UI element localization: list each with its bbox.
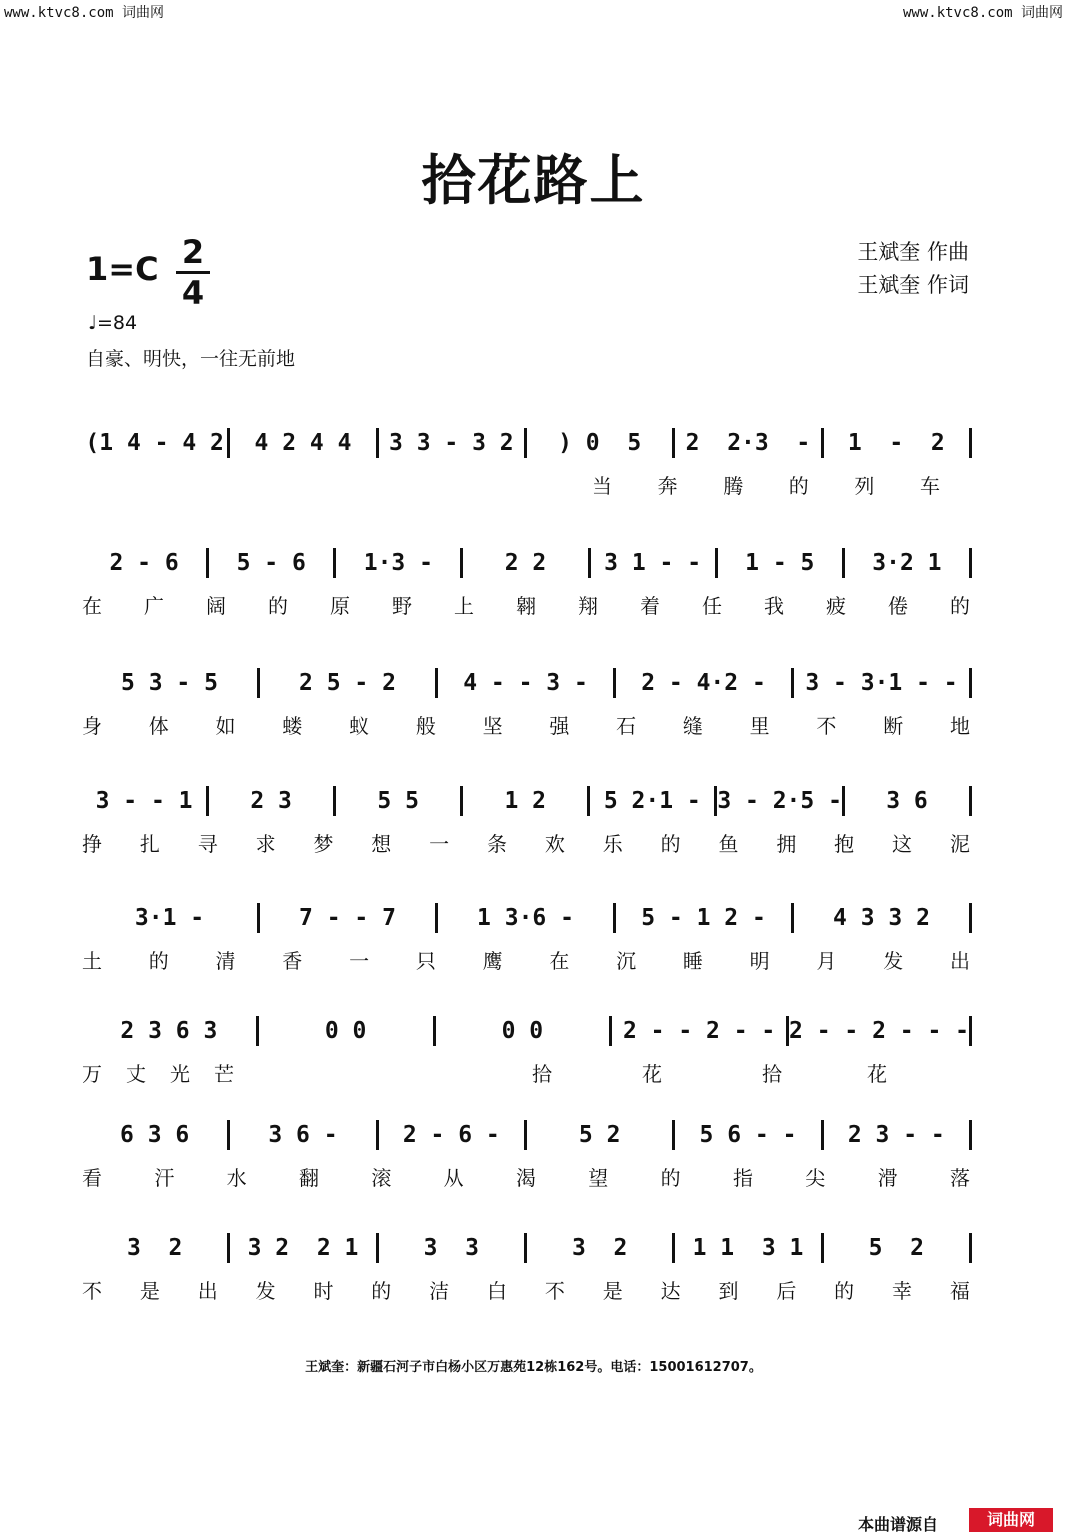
measure: 0 0 <box>324 1018 367 1044</box>
measure: 1 3·6 - <box>477 905 574 931</box>
lyric-syllable: 达 <box>660 1279 683 1303</box>
lyric-syllable: 花 <box>642 1062 664 1086</box>
lyric-syllable: 发 <box>883 949 906 973</box>
notes-line <box>82 1008 972 1054</box>
lyric-syllable: 广 <box>144 594 166 618</box>
lyric-syllable: 挣 <box>82 832 104 856</box>
lyric-syllable: 尖 <box>805 1166 828 1190</box>
lyric-syllable: 在 <box>82 594 104 618</box>
measure: 3 6 - <box>268 1122 338 1148</box>
measure: 3 2 <box>571 1235 628 1261</box>
measure: 0 0 <box>501 1018 544 1044</box>
lyric-syllable: 鱼 <box>718 832 741 856</box>
measure: 2 - - 2 - - - <box>789 1018 970 1044</box>
lyric-syllable: 滚 <box>371 1166 394 1190</box>
lyric-syllable: 的 <box>834 1279 857 1303</box>
lyric-syllable: 强 <box>549 714 572 738</box>
lyric-syllable: 的 <box>950 594 972 618</box>
lyric-syllable: 原 <box>330 594 352 618</box>
lyric-syllable: 我 <box>764 594 786 618</box>
measure: 1 2 <box>504 788 546 814</box>
header-left: www.ktvc8.com 词曲网 <box>4 5 165 21</box>
measure: 3·1 - <box>134 905 205 931</box>
lyric-syllable: 福 <box>949 1279 972 1303</box>
lyric-syllable: 想 <box>371 832 394 856</box>
lyric-syllable: 倦 <box>888 594 910 618</box>
lyric-syllable: 泥 <box>949 832 972 856</box>
lyrics-line <box>82 828 972 857</box>
lyric-syllable: 条 <box>487 832 510 856</box>
lyric-syllable: 的 <box>268 594 290 618</box>
measure: 6 3 6 <box>120 1122 190 1148</box>
measure: 3·2 1 <box>872 550 942 576</box>
barline <box>969 903 972 933</box>
lyric-syllable: 蚁 <box>349 714 372 738</box>
lyric-syllable: 断 <box>883 714 906 738</box>
measure: 2 2 <box>504 550 547 576</box>
barline <box>969 428 972 458</box>
lyrics-line <box>82 945 972 974</box>
barline <box>969 668 972 698</box>
lyric-syllable: 拥 <box>776 832 799 856</box>
measure: 3 3 - 3 2 <box>389 430 514 456</box>
lyric-syllable: 蝼 <box>282 714 305 738</box>
lyric-syllable: 腾 <box>723 474 746 498</box>
lyric-syllable: 般 <box>415 714 438 738</box>
barline <box>969 786 972 816</box>
lyric-syllable: 时 <box>313 1279 336 1303</box>
measure: 2 5 - 2 <box>299 670 396 696</box>
lyric-syllable: 的 <box>788 474 811 498</box>
measure: 3 1 - - <box>604 550 702 576</box>
notes-line <box>82 540 972 586</box>
lyric-syllable: 丈 <box>126 1062 148 1086</box>
measure: 5 2 <box>868 1235 924 1261</box>
notes-line <box>82 895 972 941</box>
lyric-syllable: 的 <box>148 949 171 973</box>
lyric-syllable: 坚 <box>482 714 505 738</box>
lyric-syllable: 里 <box>749 714 772 738</box>
lyric-syllable: 滑 <box>877 1166 900 1190</box>
lyric-syllable: 拾 <box>762 1062 784 1086</box>
lyric-syllable: 乐 <box>602 832 625 856</box>
measure: 2 - - 2 - - <box>622 1018 776 1044</box>
lyric-syllable: 落 <box>949 1166 972 1190</box>
lyric-syllable: 后 <box>776 1279 799 1303</box>
page-title: 拾花路上 <box>421 149 646 212</box>
time-signature-bottom: 4 <box>181 274 205 312</box>
lyric-syllable: 求 <box>255 832 278 856</box>
measure: 2 3 6 3 <box>120 1018 218 1044</box>
lyric-syllable: 白 <box>487 1279 510 1303</box>
lyrics-line <box>82 590 972 619</box>
notes-line <box>82 1112 972 1158</box>
lyric-syllable: 缝 <box>682 714 705 738</box>
measure: 3 - 2·5 - <box>717 788 842 814</box>
measure: 7 - - 7 <box>299 905 396 931</box>
measure: 1 - 5 <box>745 550 815 576</box>
measure: 2 - 6 <box>109 550 179 576</box>
lyric-syllable: 石 <box>616 714 639 738</box>
lyric-syllable: 明 <box>749 949 772 973</box>
lyric-syllable: 一 <box>429 832 452 856</box>
lyric-syllable: 从 <box>443 1166 466 1190</box>
measure: 5 - 1 2 - <box>641 905 766 931</box>
measure: 5 5 <box>377 788 419 814</box>
measure: 5 - 6 <box>236 550 306 576</box>
measure: 3 3 <box>423 1235 480 1261</box>
lyric-syllable: 欢 <box>544 832 567 856</box>
barline <box>969 548 972 578</box>
lyric-syllable: 出 <box>949 949 972 973</box>
measure: 5 2·1 - <box>603 788 701 814</box>
measure: 2 3 - - <box>847 1122 945 1148</box>
measure: 3 6 <box>886 788 928 814</box>
measure: 3 - - 1 <box>95 788 193 814</box>
lyric-syllable: 列 <box>854 474 877 498</box>
lyric-syllable: 车 <box>919 474 942 498</box>
lyric-syllable: 香 <box>282 949 305 973</box>
notes-line <box>82 660 972 706</box>
lyric-syllable: 阔 <box>206 594 228 618</box>
lyric-syllable: 清 <box>215 949 238 973</box>
lyric-syllable: 任 <box>702 594 724 618</box>
lyric-syllable: 渴 <box>515 1166 538 1190</box>
lyric-syllable: 梦 <box>313 832 336 856</box>
lyric-syllable: 翔 <box>578 594 600 618</box>
lyric-syllable: 在 <box>549 949 572 973</box>
tempo-marking: ♩=84 <box>88 312 138 334</box>
lyric-syllable: 是 <box>139 1279 162 1303</box>
measure: 5 2 <box>578 1122 621 1148</box>
measure: 3 2 <box>126 1235 183 1261</box>
lyric-syllable: 不 <box>544 1279 567 1303</box>
lyric-syllable: 水 <box>226 1166 249 1190</box>
lyric-syllable: 月 <box>816 949 839 973</box>
measure: 2 2·3 - <box>685 430 811 456</box>
lyric-syllable: 翻 <box>298 1166 321 1190</box>
lyric-syllable: 出 <box>197 1279 220 1303</box>
lyric-syllable: 拾 <box>532 1062 554 1086</box>
lyric-syllable: 翱 <box>516 594 538 618</box>
measure: 3 - 3·1 - - <box>805 670 958 696</box>
lyric-syllable: 奔 <box>657 474 680 498</box>
notes-line <box>82 1225 972 1271</box>
measure: 1·3 - <box>363 550 433 576</box>
measure: 5 6 - - <box>699 1122 797 1148</box>
barline <box>969 1016 972 1046</box>
time-signature <box>176 234 210 311</box>
lyric-syllable: 鹰 <box>482 949 505 973</box>
key-signature: 1=C <box>86 250 159 288</box>
lyric-syllable: 上 <box>454 594 476 618</box>
header-right: www.ktvc8.com 词曲网 <box>902 5 1063 21</box>
lyric-syllable: 是 <box>602 1279 625 1303</box>
measure: 5 3 - 5 <box>121 670 218 696</box>
barline <box>969 1120 972 1150</box>
lyric-syllable: 指 <box>732 1166 755 1190</box>
expression-marking: 自豪、明快，一往无前地 <box>86 348 296 370</box>
lyric-syllable: 一 <box>349 949 372 973</box>
notes-line <box>82 420 972 466</box>
barline <box>969 1233 972 1263</box>
measure: 4 3 3 2 <box>833 905 930 931</box>
measure: 1 1 3 1 <box>692 1235 804 1261</box>
lyric-syllable: 不 <box>82 1279 104 1303</box>
lyric-syllable: 洁 <box>429 1279 452 1303</box>
lyric-syllable: 发 <box>255 1279 278 1303</box>
lyric-syllable: 抱 <box>834 832 857 856</box>
measure: 2 3 <box>250 788 292 814</box>
lyric-syllable: 只 <box>415 949 438 973</box>
lyric-syllable: 地 <box>949 714 972 738</box>
lyric-syllable: 的 <box>660 1166 683 1190</box>
lyric-syllable: 芒 <box>214 1062 236 1086</box>
lyric-syllable: 当 <box>592 474 614 498</box>
lyric-syllable: 汗 <box>154 1166 177 1190</box>
measure: 4 - - 3 - <box>463 670 588 696</box>
lyric-syllable: 如 <box>215 714 238 738</box>
lyric-syllable: 花 <box>867 1062 889 1086</box>
lyric-syllable: 的 <box>371 1279 394 1303</box>
lyric-syllable: 幸 <box>892 1279 915 1303</box>
lyric-syllable: 着 <box>640 594 662 618</box>
lyrics-line <box>82 1275 972 1304</box>
lyric-syllable: 疲 <box>826 594 848 618</box>
lyric-syllable: 野 <box>392 594 414 618</box>
lyric-syllable: 扎 <box>139 832 162 856</box>
notes-line <box>82 778 972 824</box>
lyric-syllable: 万 <box>82 1062 104 1086</box>
source-label: 本曲谱源自 <box>858 1515 939 1534</box>
lyric-syllable: 沉 <box>616 949 639 973</box>
lyric-syllable: 光 <box>170 1062 192 1086</box>
composer-credit: 王斌奎 作曲 <box>857 240 969 264</box>
measure: 1 - 2 <box>847 430 945 456</box>
lyric-syllable: 睡 <box>682 949 705 973</box>
lyric-syllable: 这 <box>892 832 915 856</box>
lyrics-line <box>82 1162 972 1191</box>
lyric-syllable: 看 <box>82 1166 104 1190</box>
measure: 2 - 6 - <box>402 1122 500 1148</box>
lyric-syllable: 不 <box>816 714 839 738</box>
lyric-syllable: 体 <box>148 714 171 738</box>
time-signature-top: 2 <box>181 233 205 271</box>
brand-logo[interactable]: 词曲网 <box>969 1508 1053 1532</box>
lyric-syllable: 到 <box>718 1279 741 1303</box>
lyric-syllable: 望 <box>588 1166 611 1190</box>
lyrics-line <box>82 710 972 739</box>
measure: ) 0 5 <box>558 430 642 456</box>
credits <box>857 236 969 302</box>
measure: (1 4 - 4 2 <box>85 430 224 456</box>
lyric-syllable: 土 <box>82 949 104 973</box>
lyrics-line <box>82 470 942 499</box>
measure: 4 2 4 4 <box>254 430 352 456</box>
measure: 2 - 4·2 - <box>641 670 766 696</box>
measure: 3 2 2 1 <box>247 1235 359 1261</box>
lyricist-credit: 王斌奎 作词 <box>857 273 969 297</box>
lyric-syllable: 寻 <box>197 832 220 856</box>
footnote: 王斌奎：新疆石河子市白杨小区万惠苑12栋162号。电话：15001612707。 <box>305 1360 762 1375</box>
lyric-syllable: 的 <box>660 832 683 856</box>
lyric-syllable: 身 <box>82 714 104 738</box>
